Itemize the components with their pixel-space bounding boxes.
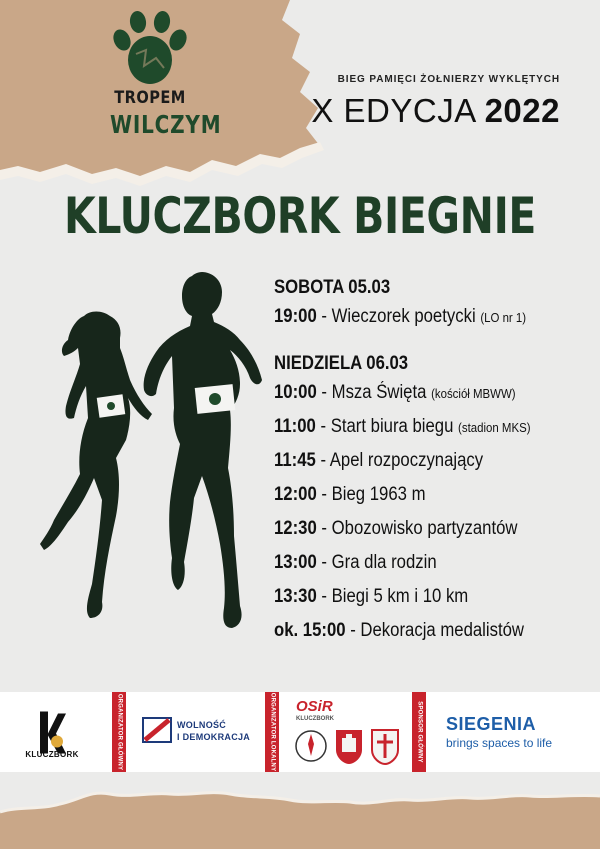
siegenia-logo <box>446 714 586 750</box>
logo-word-tropem: TROPEM <box>114 88 186 108</box>
torn-paper-bottom <box>0 760 600 849</box>
event-name: Apel rozpoczynający <box>329 450 484 471</box>
wid-line2: I DEMOKRACJA <box>177 732 251 742</box>
wid-line1: WOLNOŚĆ <box>177 720 227 730</box>
event-name: Start biura biegu <box>330 416 454 437</box>
bib-paw-icon <box>209 393 221 405</box>
event-note: (kościół MBWW) <box>431 386 516 401</box>
female-runner-silhouette <box>40 312 152 619</box>
edition-heading <box>311 92 560 130</box>
edition-subtitle: BIEG PAMIĘCI ŻOŁNIERZY WYKLĘTYCH <box>337 74 560 85</box>
main-title: KLUCZBORK BIEGNIE <box>63 187 537 245</box>
runners-illustration <box>40 268 290 648</box>
schedule-row: 12:30 - Obozowisko partyzantów <box>274 518 518 539</box>
wid-flag-icon <box>141 714 173 746</box>
event-name: Biegi 5 km i 10 km <box>331 586 469 607</box>
day-sunday-heading: NIEDZIELA 06.03 <box>274 353 409 374</box>
paw-print-icon <box>100 10 200 90</box>
event-time: 13:00 <box>274 552 317 573</box>
event-note: (LO nr 1) <box>480 310 527 325</box>
event-time: 10:00 <box>274 382 317 403</box>
schedule-row: 13:00 - Gra dla rodzin <box>274 552 437 573</box>
siegenia-tagline: brings spaces to life <box>446 736 553 750</box>
schedule-row: 19:00 - Wieczorek poetycki (LO nr 1) <box>274 306 527 327</box>
event-time: 13:30 <box>274 586 317 607</box>
tropem-wilczym-logo <box>100 10 222 145</box>
edition-number: X EDYCJA <box>311 92 475 129</box>
bib-paw-icon <box>107 402 115 410</box>
schedule-row: ok. 15:00 - Dekoracja medalistów <box>274 620 524 641</box>
event-note: (stadion MKS) <box>458 420 531 435</box>
day-saturday-heading: SOBOTA 05.03 <box>274 277 391 298</box>
osir-sub-label: KLUCZBORK <box>296 716 334 722</box>
osir-and-crests <box>290 696 405 768</box>
event-name: Obozowisko partyzantów <box>331 518 518 539</box>
event-name: Dekoracja medalistów <box>360 620 524 641</box>
event-time: 12:30 <box>274 518 317 539</box>
schedule-row: 12:00 - Bieg 1963 m <box>274 484 426 505</box>
event-name: Msza Święta <box>331 382 427 403</box>
kluczbork-label: KLUCZBORK <box>25 750 79 759</box>
organizer-main-label: ORGANIZATOR GŁÓWNY <box>116 693 123 771</box>
edition-year: 2022 <box>484 92 560 129</box>
schedule-row: 10:00 - Msza Święta (kościół MBWW) <box>274 382 516 403</box>
organizer-local-label: ORGANIZATOR LOKALNY <box>269 692 276 772</box>
event-time: 19:00 <box>274 306 317 327</box>
siegenia-brand: SIEGENIA <box>446 714 537 734</box>
schedule-row: 11:00 - Start biura biegu (stadion MKS) <box>274 416 531 437</box>
sponsor-main-label: SPONSOR GŁÓWNY <box>416 701 423 763</box>
male-runner-silhouette <box>144 272 262 628</box>
schedule-row: 13:30 - Biegi 5 km i 10 km <box>274 586 469 607</box>
schedule-row: 11:45 - Apel rozpoczynający <box>274 450 484 471</box>
event-time: 11:45 <box>274 450 316 471</box>
event-time: 12:00 <box>274 484 317 505</box>
osir-logo: OSiR <box>296 698 333 715</box>
event-name: Bieg 1963 m <box>331 484 426 505</box>
wolnosc-demokracja-logo <box>141 706 251 756</box>
event-schedule <box>274 276 594 648</box>
logo-word-wilczym: WILCZYM <box>110 110 222 139</box>
event-name: Wieczorek poetycki <box>331 306 476 327</box>
event-name: Gra dla rodzin <box>331 552 437 573</box>
event-time: ok. 15:00 <box>274 620 346 641</box>
event-time: 11:00 <box>274 416 316 437</box>
